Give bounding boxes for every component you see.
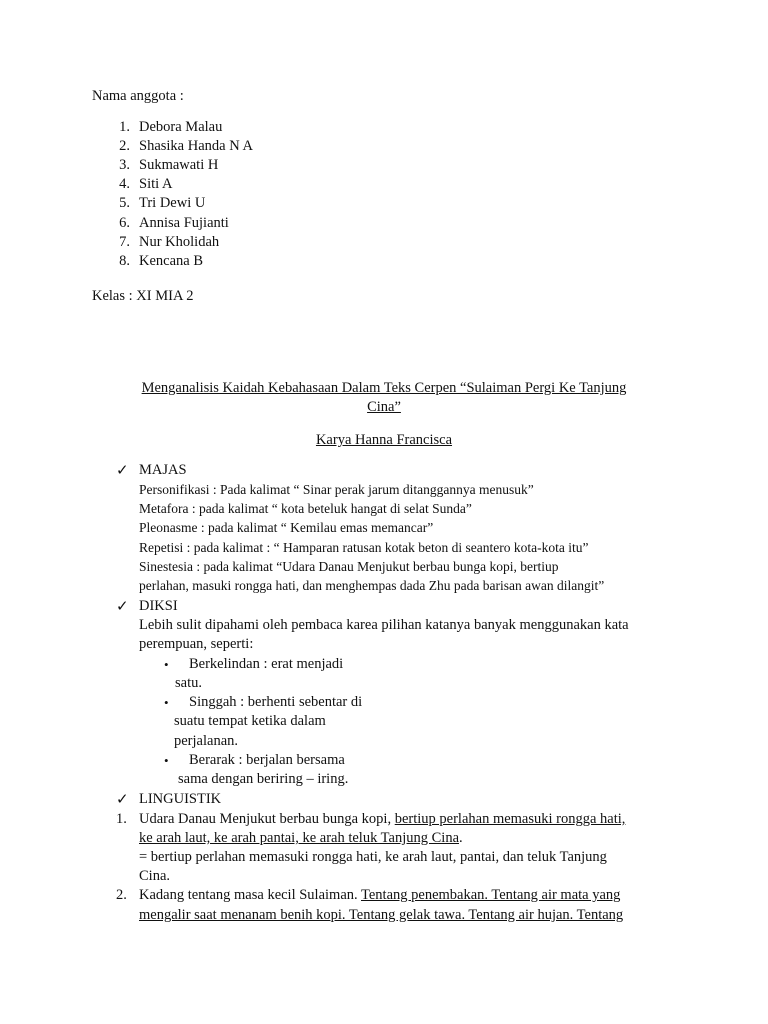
diksi-item: Berarak : berjalan bersama (189, 752, 345, 768)
member-name: Shasika Handa N A (139, 138, 253, 154)
section-heading-linguistik: LINGUISTIK (139, 791, 222, 807)
document-title-line2: Cina” (367, 399, 401, 415)
majas-line: Metafora : pada kalimat “ kota beteluk hangat di selat Sunda” (139, 501, 472, 516)
bullet-icon: • (164, 695, 169, 710)
members-label: Nama anggota : (92, 88, 184, 104)
diksi-item: Singgah : berhenti sebentar di (189, 694, 363, 710)
list-number: 8. (119, 253, 130, 269)
member-name: Debora Malau (139, 119, 223, 135)
checkmark-icon: ✓ (116, 597, 129, 615)
list-number: 6. (119, 215, 130, 231)
section-heading-majas: MAJAS (139, 462, 187, 478)
list-number: 7. (119, 234, 130, 250)
list-number: 4. (119, 176, 130, 192)
diksi-item-cont: suatu tempat ketika dalam (174, 713, 326, 729)
list-number: 5. (119, 195, 130, 211)
class-label: Kelas : XI MIA 2 (92, 288, 194, 304)
linguistik-line: = bertiup perlahan memasuki rongga hati, ke arah laut, pantai, dan teluk Tanjung (139, 849, 607, 865)
linguistik-line: ke arah laut, ke arah pantai, ke arah teluk Tanjung Cina. (139, 830, 463, 846)
list-number: 3. (119, 157, 130, 173)
checkmark-icon: ✓ (116, 461, 129, 479)
member-name: Tri Dewi U (139, 195, 206, 211)
majas-line: Pleonasme : pada kalimat “ Kemilau emas memancar” (139, 520, 434, 535)
bullet-icon: • (164, 657, 169, 672)
linguistik-line: mengalir saat menanam benih kopi. Tentang gelak tawa. Tentang air hujan. Tentang (139, 907, 624, 923)
member-name: Nur Kholidah (139, 234, 220, 250)
list-number: 1. (116, 811, 127, 827)
diksi-item: Berkelindan : erat menjadi (189, 656, 344, 672)
section-heading-diksi: DIKSI (139, 598, 178, 614)
bullet-icon: • (164, 753, 169, 768)
diksi-line: perempuan, seperti: (139, 636, 254, 652)
member-name: Sukmawati H (139, 157, 219, 173)
majas-line: Personifikasi : Pada kalimat “ Sinar perak jarum ditanggannya menusuk” (139, 482, 534, 497)
diksi-item-cont: sama dengan beriring – iring. (178, 771, 349, 787)
diksi-line: Lebih sulit dipahami oleh pembaca karea pilihan katanya banyak menggunakan kata (139, 617, 629, 633)
list-number: 1. (119, 119, 130, 135)
list-number: 2. (116, 887, 127, 903)
majas-line: Sinestesia : pada kalimat “Udara Danau Menjukut berbau bunga kopi, bertiup (139, 559, 559, 574)
majas-line: Repetisi : pada kalimat : “ Hamparan ratusan kotak beton di seantero kota-kota itu” (139, 540, 589, 555)
linguistik-line: Cina. (139, 868, 171, 884)
linguistik-line: Kadang tentang masa kecil Sulaiman. Tentang penembakan. Tentang air mata yang (139, 887, 621, 903)
document-subtitle: Karya Hanna Francisca (315, 432, 453, 448)
list-number: 2. (119, 138, 130, 154)
linguistik-line: Udara Danau Menjukut berbau bunga kopi, bertiup perlahan memasuki rongga hati, (139, 811, 626, 827)
diksi-item-cont: satu. (175, 675, 202, 691)
majas-line: perlahan, masuki rongga hati, dan menghempas dada Zhu pada barisan awan dilangit” (139, 578, 605, 593)
member-name: Kencana B (139, 253, 204, 269)
checkmark-icon: ✓ (116, 790, 129, 808)
document-title: Menganalisis Kaidah Kebahasaan Dalam Teks Cerpen “Sulaiman Pergi Ke Tanjung (141, 380, 627, 396)
member-name: Siti A (139, 176, 173, 192)
member-name: Annisa Fujianti (139, 215, 229, 231)
diksi-item-cont: perjalanan. (174, 733, 239, 749)
